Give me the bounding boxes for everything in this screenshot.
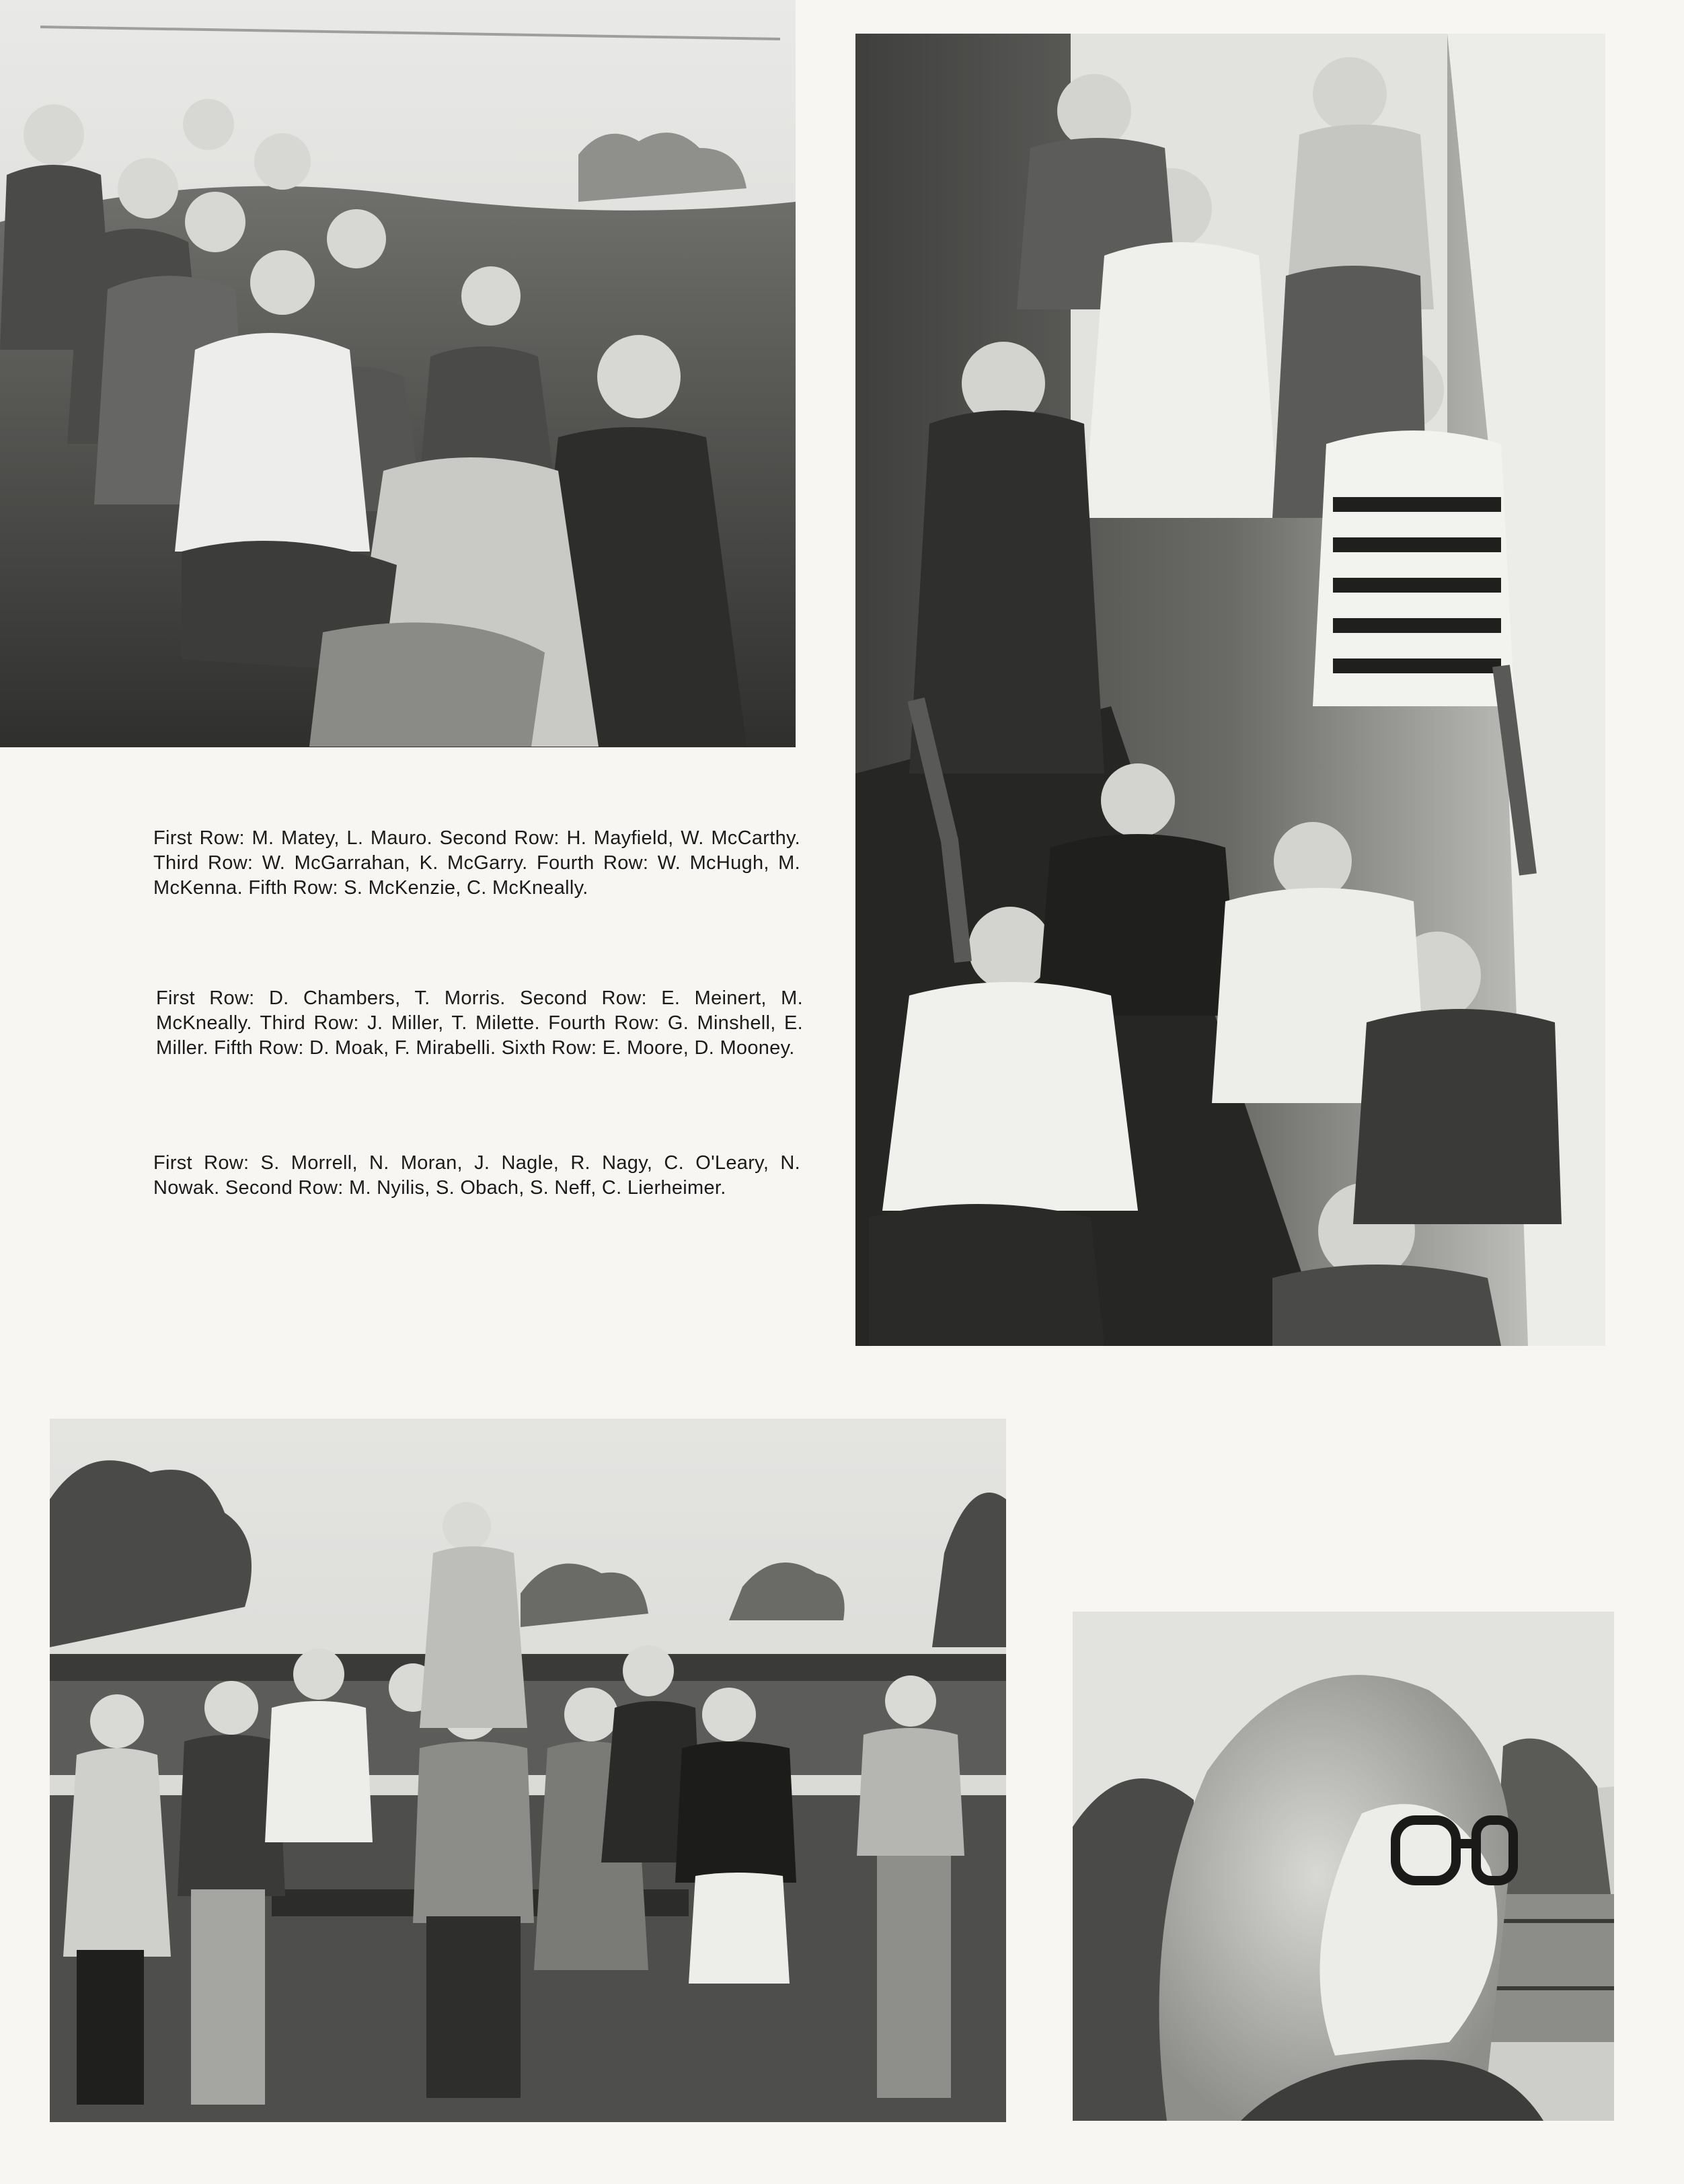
caption-stairwell-group: First Row: D. Chambers, T. Morris. Second Row: E. Meinert, M. McKneally. Third Row: J. Miller, T. Milette. Fourth Row: G. Minshell, E. Miller. Fifth Row: D. Moak, F. Mirabelli. Sixth Row: E. Moore, D. Mooney. <box>156 987 803 1059</box>
caption-grass-group: First Row: M. Matey, L. Mauro. Second Row: H. Mayfield, W. McCarthy. Third Row: W. McGarrahan, K. McGarry. Fourth Row: W. McHugh, M. McKenna. Fifth Row: S. McKenzie, C. McKneally. <box>153 827 800 899</box>
photo-schoolyard-group <box>50 1419 1006 2122</box>
caption-schoolyard-group: First Row: S. Morrell, N. Moran, J. Nagle, R. Nagy, C. O'Leary, N. Nowak. Second Row: M. Nyilis, S. Obach, S. Neff, C. Lierheimer. <box>153 1152 800 1199</box>
photo-schoolyard-group-art <box>50 1419 1006 2122</box>
photo-grass-group <box>0 0 796 747</box>
photo-portrait-art <box>1073 1612 1614 2121</box>
photo-stairwell-group-art <box>855 34 1605 1346</box>
photo-grass-group-art <box>0 0 796 747</box>
photo-portrait <box>1073 1612 1614 2121</box>
photo-stairwell-group <box>855 34 1605 1346</box>
